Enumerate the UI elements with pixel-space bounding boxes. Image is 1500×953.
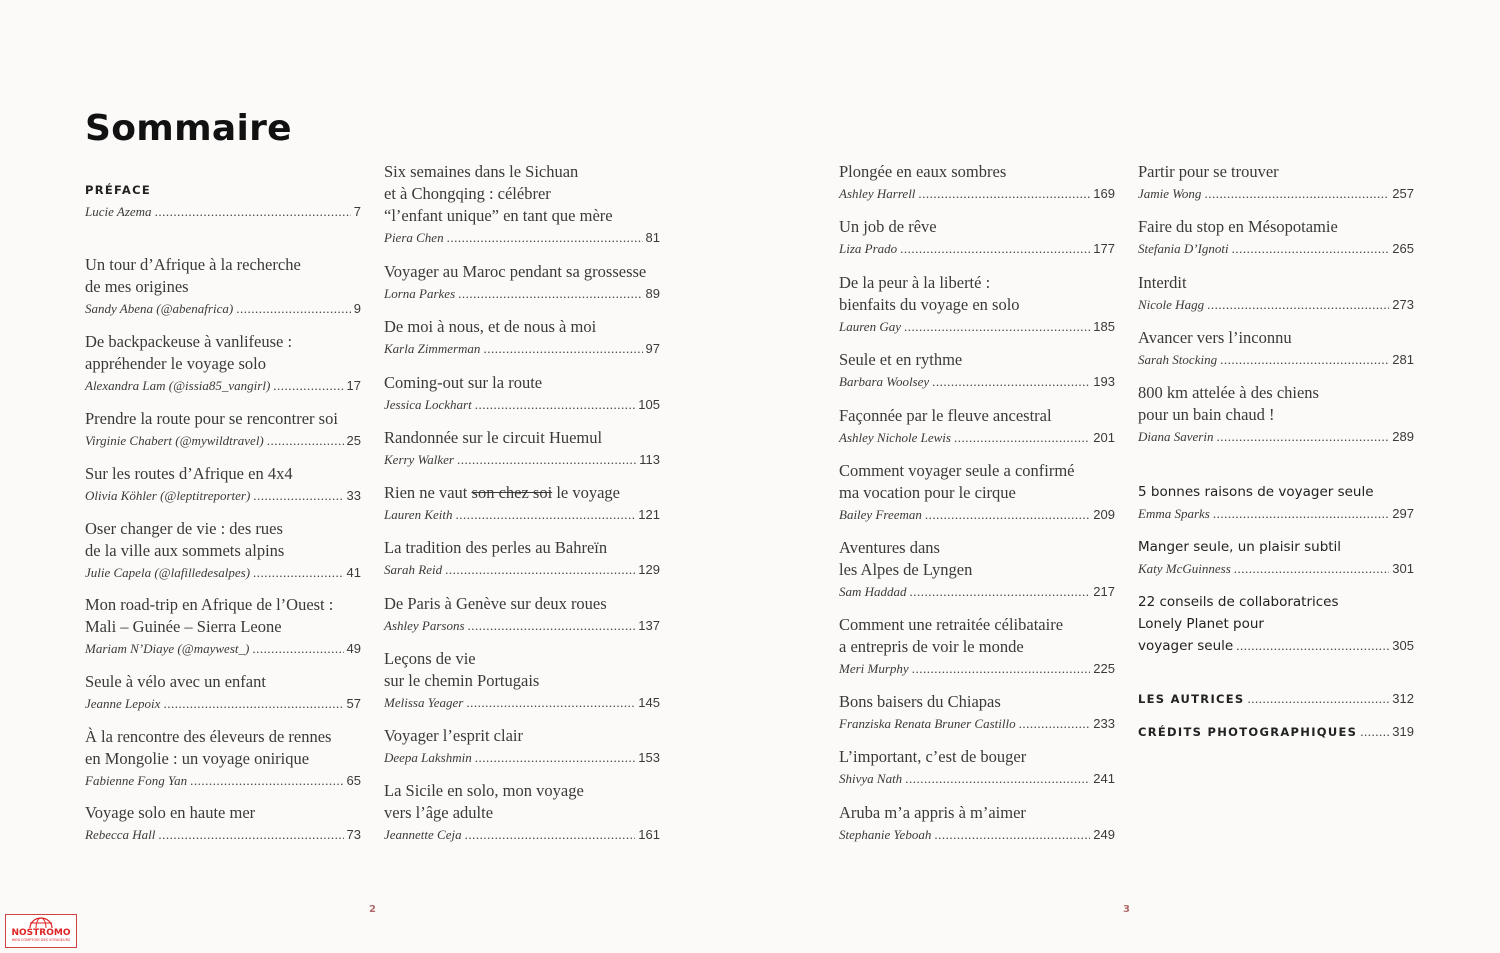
- entry-title: Partir pour se trouver: [1138, 162, 1279, 181]
- entry-title: Bons baisers du Chiapas: [839, 692, 1001, 711]
- entry-page: 249: [1093, 827, 1115, 842]
- entry-title: 22 conseils de collaboratrices Lonely Planet pour: [1138, 594, 1339, 632]
- entry-author: Lorna Parkes: [384, 286, 456, 301]
- toc-entry[interactable]: [1138, 591, 1414, 657]
- entry-author: Jamie Wong: [1138, 186, 1202, 201]
- dot-leader: [1207, 294, 1389, 316]
- toc-entry[interactable]: [1138, 216, 1414, 260]
- dot-leader: [954, 427, 1090, 449]
- entry-title: Interdit: [1138, 273, 1187, 292]
- entry-author: Lauren Keith: [384, 507, 453, 522]
- dot-leader: [905, 768, 1090, 790]
- dot-leader: [468, 615, 636, 637]
- nostromo-logo: [5, 914, 77, 948]
- entry-author: Nicole Hagg: [1138, 297, 1205, 312]
- entry-author: Barbara Woolsey: [839, 374, 930, 389]
- dot-leader: [934, 824, 1090, 846]
- entry-author: Bailey Freeman: [839, 507, 922, 522]
- dot-leader: [1236, 635, 1389, 657]
- toc-entry[interactable]: [839, 691, 1115, 735]
- entry-page: 209: [1093, 507, 1115, 522]
- entry-title: L’important, c’est de bouger: [839, 747, 1027, 766]
- entry-page: 257: [1392, 186, 1414, 201]
- entry-page: 319: [1392, 724, 1414, 739]
- dot-leader: [1204, 183, 1389, 205]
- entry-page: 305: [1392, 638, 1414, 653]
- entry-author: Lucie Azema: [85, 204, 152, 219]
- entry-title: PRÉFACE: [85, 183, 151, 197]
- entry-page: 121: [638, 507, 660, 522]
- dot-leader: [163, 693, 343, 715]
- entry-title: Prendre la route pour se rencontrer soi: [85, 409, 338, 428]
- entry-page: 49: [346, 641, 361, 656]
- toc-entry[interactable]: [384, 372, 660, 416]
- entry-title: Seule et en rythme: [839, 350, 963, 369]
- entry-title: Voyager l’esprit clair: [384, 726, 523, 745]
- entry-author: Katy McGuinness: [1138, 561, 1231, 576]
- toc-entry[interactable]: [85, 594, 361, 660]
- entry-title: Mon road-trip en Afrique de l’Ouest : Mali – Guinée – Sierra Leone: [85, 595, 334, 636]
- entry-page: 217: [1093, 584, 1115, 599]
- toc-entry[interactable]: [839, 349, 1115, 393]
- dot-leader: [447, 227, 643, 249]
- dot-leader: [925, 504, 1090, 526]
- entry-page: 89: [645, 286, 660, 301]
- entry-page: 241: [1093, 771, 1115, 786]
- dot-leader: [1360, 721, 1389, 743]
- dot-leader: [466, 692, 635, 714]
- entry-author: Ashley Harrell: [839, 186, 916, 201]
- entry-page: 81: [645, 230, 660, 245]
- entry-author: Ashley Parsons: [384, 618, 465, 633]
- page-title: Sommaire: [85, 108, 292, 149]
- toc-entry[interactable]: [85, 179, 361, 223]
- entry-page: 225: [1093, 661, 1115, 676]
- dot-leader: [457, 449, 636, 471]
- toc-entry[interactable]: [85, 726, 361, 792]
- entry-title: LES AUTRICES: [1138, 692, 1245, 706]
- toc-entry[interactable]: [839, 405, 1115, 449]
- toc-entry[interactable]: [85, 254, 361, 320]
- dot-leader: [475, 747, 636, 769]
- toc-entry[interactable]: [384, 593, 660, 637]
- toc-entry[interactable]: [839, 746, 1115, 790]
- toc-entry[interactable]: [85, 463, 361, 507]
- dot-leader: [918, 183, 1090, 205]
- toc-entry[interactable]: [1138, 161, 1414, 205]
- struck-text: son chez soi: [471, 483, 553, 502]
- entry-author: Olivia Köhler (@leptitreporter): [85, 488, 251, 503]
- dot-leader: [904, 316, 1090, 338]
- entry-title: Avancer vers l’inconnu: [1138, 328, 1292, 347]
- entry-page: 153: [638, 750, 660, 765]
- toc-entry[interactable]: [85, 408, 361, 452]
- entry-title: De Paris à Genève sur deux roues: [384, 594, 607, 613]
- dot-leader: [1248, 688, 1390, 710]
- entry-page: 129: [638, 562, 660, 577]
- entry-title: Aruba m’a appris à m’aimer: [839, 803, 1026, 822]
- dot-leader: [273, 375, 343, 397]
- toc-entry[interactable]: [85, 518, 361, 584]
- toc-entry[interactable]: [1138, 688, 1414, 710]
- entry-page: 169: [1093, 186, 1115, 201]
- entry-title: Six semaines dans le Sichuan et à Chongqing : célébrer “l’enfant unique” en tant que mère: [384, 162, 613, 225]
- entry-title: 800 km attelée à des chiens pour un bain chaud !: [1138, 383, 1319, 424]
- toc-entry[interactable]: [1138, 721, 1414, 743]
- entry-title: Plongée en eaux sombres: [839, 162, 1007, 181]
- entry-title: Comment une retraitée célibataire a entrepris de voir le monde: [839, 615, 1064, 656]
- toc-entry[interactable]: [384, 537, 660, 581]
- toc-entry[interactable]: [839, 272, 1115, 338]
- toc-entry[interactable]: [839, 802, 1115, 846]
- entry-title: Faire du stop en Mésopotamie: [1138, 217, 1338, 236]
- entry-title: Leçons de vie sur le chemin Portugais: [384, 649, 540, 690]
- entry-author: Virginie Chabert (@mywildtravel): [85, 433, 264, 448]
- entry-title: Un job de rêve: [839, 217, 937, 236]
- entry-author: Karla Zimmerman: [384, 341, 481, 356]
- entry-page: 281: [1392, 352, 1414, 367]
- entry-author: Kerry Walker: [384, 452, 454, 467]
- entry-title: Aventures dans les Alpes de Lyngen: [839, 538, 973, 579]
- entry-title: Coming-out sur la route: [384, 373, 543, 392]
- entry-title: Comment voyager seule a confirmé ma vocation pour le cirque: [839, 461, 1075, 502]
- page-number-right: 3: [1123, 904, 1130, 915]
- page-number-left: 2: [369, 904, 376, 915]
- dot-leader: [1019, 713, 1091, 735]
- entry-author: voyager seule: [1138, 638, 1234, 654]
- logo-subtext: WEB COMPTOIR DES VOYAGEURS: [11, 938, 71, 942]
- entry-author: Stefania D’Ignoti: [1138, 241, 1229, 256]
- entry-author: Sandy Abena (@abenafrica): [85, 301, 234, 316]
- dot-leader: [253, 485, 343, 507]
- dot-leader: [445, 559, 635, 581]
- dot-leader: [158, 824, 343, 846]
- toc-entry[interactable]: [384, 261, 660, 305]
- dot-leader: [900, 238, 1090, 260]
- entry-author: Liza Prado: [839, 241, 898, 256]
- dot-leader: [1220, 349, 1389, 371]
- entry-page: 301: [1392, 561, 1414, 576]
- entry-page: 73: [346, 827, 361, 842]
- entry-page: 65: [346, 773, 361, 788]
- entry-title: De backpackeuse à vanlifeuse : appréhender le voyage solo: [85, 332, 293, 373]
- toc-entry[interactable]: [1138, 382, 1414, 448]
- entry-page: 201: [1093, 430, 1115, 445]
- dot-leader: [1234, 558, 1390, 580]
- dot-leader: [1213, 503, 1389, 525]
- entry-page: 105: [638, 397, 660, 412]
- toc-entry[interactable]: [839, 614, 1115, 680]
- entry-title: Un tour d’Afrique à la recherche de mes origines: [85, 255, 301, 296]
- dot-leader: [912, 658, 1091, 680]
- entry-author: Deepa Lakshmin: [384, 750, 472, 765]
- toc-entry[interactable]: [85, 331, 361, 397]
- entry-author: Fabienne Fong Yan: [85, 773, 188, 788]
- entry-author: Ashley Nichole Lewis: [839, 430, 951, 445]
- dot-leader: [190, 770, 343, 792]
- dot-leader: [458, 283, 642, 305]
- entry-title: Voyager au Maroc pendant sa grossesse: [384, 262, 647, 281]
- entry-page: 177: [1093, 241, 1115, 256]
- toc-entry[interactable]: [384, 648, 660, 714]
- entry-page: 7: [353, 204, 361, 219]
- entry-author: Meri Murphy: [839, 661, 909, 676]
- entry-author: Lauren Gay: [839, 319, 901, 334]
- entry-title: De moi à nous, et de nous à moi: [384, 317, 597, 336]
- entry-page: 312: [1392, 691, 1414, 706]
- entry-page: 273: [1392, 297, 1414, 312]
- entry-page: 233: [1093, 716, 1115, 731]
- toc-entry[interactable]: [839, 460, 1115, 526]
- dot-leader: [1216, 426, 1389, 448]
- dot-leader: [475, 394, 636, 416]
- entry-title: À la rencontre des éleveurs de rennes en Mongolie : un voyage onirique: [85, 727, 332, 768]
- entry-title: Randonnée sur le circuit Huemul: [384, 428, 603, 447]
- entry-title: CRÉDITS PHOTOGRAPHIQUES: [1138, 725, 1358, 739]
- entry-title: Sur les routes d’Afrique en 4x4: [85, 464, 293, 483]
- entry-author: Franziska Renata Bruner Castillo: [839, 716, 1016, 731]
- entry-author: Piera Chen: [384, 230, 444, 245]
- entry-author: Sarah Reid: [384, 562, 443, 577]
- entry-title: Manger seule, un plaisir subtil: [1138, 539, 1342, 555]
- toc-entry[interactable]: [384, 780, 660, 846]
- entry-author: Rebecca Hall: [85, 827, 156, 842]
- entry-title: Voyage solo en haute mer: [85, 803, 256, 822]
- dot-leader: [155, 201, 351, 223]
- toc-entry[interactable]: [384, 482, 660, 526]
- entry-page: 97: [645, 341, 660, 356]
- dot-leader: [267, 430, 344, 452]
- dot-leader: [465, 824, 636, 846]
- entry-page: 145: [638, 695, 660, 710]
- toc-entry[interactable]: [839, 216, 1115, 260]
- toc-entry[interactable]: [1138, 536, 1414, 580]
- entry-page: 113: [639, 452, 660, 467]
- entry-author: Jeanne Lepoix: [85, 696, 161, 711]
- entry-author: Diana Saverin: [1138, 429, 1214, 444]
- dot-leader: [236, 298, 351, 320]
- entry-page: 41: [346, 565, 361, 580]
- entry-title: Seule à vélo avec un enfant: [85, 672, 266, 691]
- entry-page: 265: [1392, 241, 1414, 256]
- entry-author: Sarah Stocking: [1138, 352, 1218, 367]
- entry-page: 57: [346, 696, 361, 711]
- entry-author: Shivya Nath: [839, 771, 903, 786]
- entry-page: 137: [638, 618, 660, 633]
- toc-entry[interactable]: [839, 537, 1115, 603]
- logo-name: NOSTROMO: [11, 928, 71, 938]
- entry-title: Rien ne vaut son chez soi le voyage: [384, 483, 620, 502]
- toc-entry[interactable]: [1138, 481, 1414, 525]
- entry-title: De la peur à la liberté : bienfaits du voyage en solo: [839, 273, 1020, 314]
- entry-page: 161: [638, 827, 660, 842]
- dot-leader: [483, 338, 642, 360]
- entry-page: 17: [346, 378, 361, 393]
- entry-title: Oser changer de vie : des rues de la ville aux sommets alpins: [85, 519, 285, 560]
- toc-entry[interactable]: [384, 427, 660, 471]
- dot-leader: [456, 504, 636, 526]
- entry-author: Mariam N’Diaye (@maywest_): [85, 641, 250, 656]
- dot-leader: [932, 371, 1090, 393]
- toc-entry[interactable]: [839, 161, 1115, 205]
- toc-entry[interactable]: [384, 161, 660, 249]
- entry-author: Melissa Yeager: [384, 695, 464, 710]
- toc-entry[interactable]: [384, 316, 660, 360]
- entry-page: 193: [1093, 374, 1115, 389]
- toc-entry[interactable]: [85, 671, 361, 715]
- dot-leader: [252, 638, 343, 660]
- dot-leader: [910, 581, 1091, 603]
- entry-page: 289: [1392, 429, 1414, 444]
- dot-leader: [253, 562, 343, 584]
- entry-page: 185: [1093, 319, 1115, 334]
- entry-page: 33: [346, 488, 361, 503]
- dot-leader: [1232, 238, 1390, 260]
- entry-title: 5 bonnes raisons de voyager seule: [1138, 484, 1374, 500]
- entry-page: 9: [353, 301, 361, 316]
- entry-title: Façonnée par le fleuve ancestral: [839, 406, 1052, 425]
- toc-entry[interactable]: [1138, 272, 1414, 316]
- entry-author: Sam Haddad: [839, 584, 907, 599]
- entry-title: La Sicile en solo, mon voyage vers l’âge adulte: [384, 781, 584, 822]
- toc-entry[interactable]: [384, 725, 660, 769]
- toc-entry[interactable]: [85, 802, 361, 846]
- entry-author: Stephanie Yeboah: [839, 827, 932, 842]
- globe-icon: [28, 916, 54, 928]
- toc-entry[interactable]: [1138, 327, 1414, 371]
- entry-author: Julie Capela (@lafilledesalpes): [85, 565, 251, 580]
- entry-page: 297: [1392, 506, 1414, 521]
- entry-title: La tradition des perles au Bahreïn: [384, 538, 608, 557]
- entry-page: 25: [346, 433, 361, 448]
- entry-author: Alexandra Lam (@issia85_vangirl): [85, 378, 271, 393]
- entry-author: Jessica Lockhart: [384, 397, 472, 412]
- entry-author: Emma Sparks: [1138, 506, 1210, 521]
- entry-author: Jeannette Ceja: [384, 827, 462, 842]
